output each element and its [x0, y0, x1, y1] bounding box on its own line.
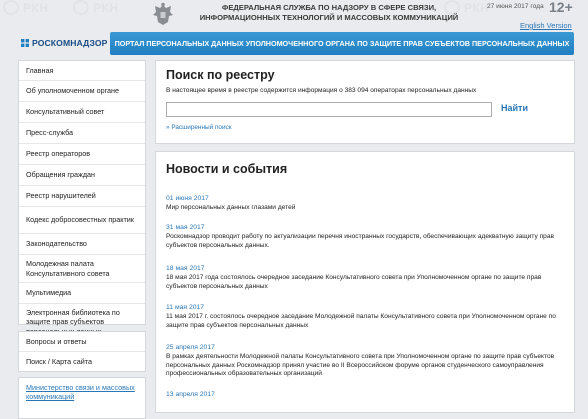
- sidebar-item-violators-registry[interactable]: Реестр нарушителей: [19, 186, 145, 207]
- sidebar-ministry-panel: [18, 377, 146, 419]
- news-date-link[interactable]: 13 апреля 2017: [166, 391, 215, 398]
- registry-search-panel: [155, 60, 575, 144]
- sidebar-item-library[interactable]: Электронная библиотека по защите прав субъектов: [26, 308, 120, 327]
- news-item: [166, 303, 561, 330]
- news-item: [166, 390, 561, 399]
- news-date-link[interactable]: 11 мая 2017: [166, 304, 205, 311]
- sidebar-item-legislation[interactable]: Законодательство: [19, 234, 145, 255]
- current-date: 27 июня 2017 года: [487, 3, 544, 10]
- sidebar-item-operators-registry[interactable]: Реестр операторов: [19, 144, 145, 165]
- logo-text: РОСКОМНАДЗОР: [32, 38, 108, 48]
- news-date-link[interactable]: 25 апреля 2017: [166, 344, 215, 351]
- news-text: 11 мая 2017 г. состоялось очередное заседание Молодежной палаты Консультативного совета при Уполномоченном органе по защите прав субъектов персональных данных: [166, 313, 556, 329]
- news-panel: [155, 151, 575, 413]
- sidebar-item-council[interactable]: Консультативный совет: [19, 102, 145, 123]
- rkn-logo-icon: [20, 38, 30, 48]
- news-title: Новости и события: [166, 162, 288, 176]
- news-item: [166, 343, 561, 379]
- sidebar-item-multimedia[interactable]: Мультимедиа: [19, 283, 145, 304]
- news-date-link[interactable]: 31 мая 2017: [166, 224, 205, 231]
- portal-title-bar: ПОРТАЛ ПЕРСОНАЛЬНЫХ ДАННЫХ УПОЛНОМОЧЕННОГО ОРГАНА ПО ЗАЩИТЕ ПРАВ СУБЪЕКТОВ ПЕРСОНАЛЬНЫХ ДАННЫХ: [110, 32, 574, 55]
- news-text: Роскомнадзор проводит работу по актуализации перечня иностранных государств, обеспечивающих адекватную защиту прав субъектов персональных данных.: [166, 233, 554, 249]
- news-item: [166, 194, 561, 213]
- search-title: Поиск по реестру: [166, 68, 275, 82]
- sidebar-item-home[interactable]: Главная: [19, 61, 145, 81]
- watermark-rkn: РКН: [444, 0, 490, 15]
- advanced-search-link[interactable]: » Расширенный поиск: [166, 124, 232, 131]
- news-date-link[interactable]: 18 мая 2017: [166, 265, 205, 272]
- search-button[interactable]: Найти: [501, 103, 528, 113]
- news-text: В рамках деятельности Молодежной палаты Консультативного совета при Уполномоченном органе по защите прав субъектов персональных данных Роскомнадзор принял участие во II Всероссийском форуме органов студенческого самоуправления профессиональных образовательных организаций: [166, 353, 555, 378]
- sidebar-item-search-sitemap[interactable]: Поиск / Карта сайта: [26, 356, 92, 366]
- sidebar-nav: [18, 60, 146, 325]
- watermark-rkn: РКН: [73, 0, 119, 15]
- watermark-rkn: РКН: [3, 0, 49, 15]
- news-item: [166, 223, 561, 250]
- coat-of-arms-icon: [152, 2, 174, 26]
- news-text: Мир персональных данных глазами детей: [166, 204, 296, 211]
- sidebar-item-about[interactable]: Об уполномоченном органе: [19, 81, 145, 102]
- sidebar-nav-secondary: [18, 331, 146, 372]
- sidebar-item-good-practices[interactable]: Кодекс добросовестных практик: [19, 207, 145, 234]
- news-text: 18 мая 2017 года состоялось очередное заседание Консультативного совета при Уполномоченном органе по защите прав субъектов персональных данных: [166, 274, 542, 290]
- roskomnadzor-logo[interactable]: [20, 37, 107, 49]
- registry-count-text: В настоящее время в реестре содержится информация о 383 094 операторах персональных данных: [166, 87, 477, 94]
- age-rating: 12+: [549, 0, 573, 15]
- sidebar-item-youth-chamber[interactable]: Молодежная палата Консультативного совета: [19, 255, 145, 283]
- registry-search-input[interactable]: [166, 102, 492, 117]
- ministry-link[interactable]: Министерство связи и массовых коммуникаций: [26, 383, 135, 402]
- sidebar-item-faq[interactable]: Вопросы и ответы: [19, 332, 145, 352]
- english-version-link[interactable]: English Version: [520, 21, 572, 30]
- news-date-link[interactable]: 01 июня 2017: [166, 195, 209, 202]
- agency-name: ФЕДЕРАЛЬНАЯ СЛУЖБА ПО НАДЗОРУ В СФЕРЕ СВЯЗИ, ИНФОРМАЦИОННЫХ ТЕХНОЛОГИЙ И МАССОВЫХ КОММУНИКАЦИЙ: [199, 3, 459, 22]
- sidebar-item-appeals[interactable]: Обращения граждан: [19, 165, 145, 186]
- sidebar-item-press[interactable]: Пресс-служба: [19, 123, 145, 144]
- news-item: [166, 264, 561, 291]
